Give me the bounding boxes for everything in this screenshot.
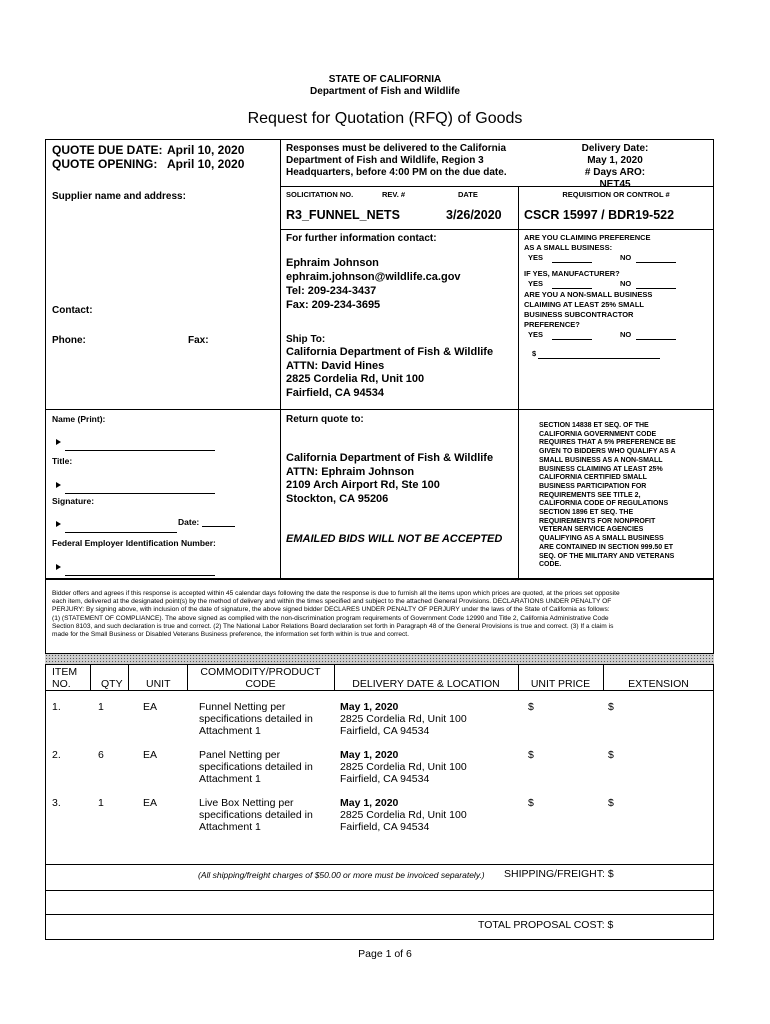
col-extension-header: EXTENSION xyxy=(628,678,689,690)
info-contact-tel: Tel: 209-234-3437 xyxy=(286,285,377,297)
legal-note-line: BUSINESS PARTICIPATION FOR xyxy=(539,482,647,490)
name-print-field[interactable] xyxy=(56,433,215,451)
requisition-no: CSCR 15997 / BDR19-522 xyxy=(524,208,675,222)
title-field[interactable] xyxy=(56,476,215,494)
col-unit-price-header: UNIT PRICE xyxy=(530,678,591,690)
phone-label: Phone: xyxy=(52,335,86,346)
solicitation-no-label: SOLICITATION NO. xyxy=(286,190,354,199)
manufacturer-no-field[interactable] xyxy=(636,279,676,289)
ship-to-address: California Department of Fish & Wildlife ATTN: David Hines 2825 Cordelia Rd, Unit 100 Fairfield, CA 94534 xyxy=(286,346,494,399)
quote-due-value: April 10, 2020 xyxy=(167,143,245,157)
page-number: Page 1 of 6 xyxy=(358,948,412,960)
small-business-yes-field[interactable] xyxy=(552,253,592,263)
page-title: Request for Quotation (RFQ) of Goods xyxy=(247,110,523,127)
row-delivery: May 1, 2020 2825 Cordelia Rd, Unit 100 Fairfield, CA 94534 xyxy=(340,701,467,737)
row-extension: $ xyxy=(608,797,614,809)
declaration-line: (1) (STATEMENT OF COMPLIANCE). The above signed as complied with the non-discrimination program requirements of Government Code 12990 and Title 2, California Administrative Code xyxy=(52,614,609,622)
arrow-right-icon xyxy=(56,482,61,488)
fax-label: Fax: xyxy=(188,335,209,346)
subcontractor-yes-field[interactable] xyxy=(552,330,592,340)
info-contact-name: Ephraim Johnson xyxy=(286,257,379,269)
info-contact-fax: Fax: 209-234-3695 xyxy=(286,299,381,311)
legal-note-line: SECTION 1896 ET SEQ. THE xyxy=(539,509,634,517)
row-extension: $ xyxy=(608,701,614,713)
legal-note-line: SECTION 14838 ET SEQ. OF THE xyxy=(539,422,649,429)
info-contact-email: ephraim.johnson@wildlife.ca.gov xyxy=(286,271,461,283)
manufacturer-yes-field[interactable] xyxy=(552,279,592,289)
shaded-divider xyxy=(45,654,714,664)
preference-block: ARE YOU CLAIMING PREFERENCE AS A SMALL BUSINESS: YES NO IF YES, MANUFACTURER? YES NO ARE YOU A NON-SMALL BUSINESS CLAIMING AT LEAST 25% SMALL BUSINESS SUBCONTRACTOR PREFERENCE? YES NO $ xyxy=(524,233,710,360)
small-business-no-field[interactable] xyxy=(636,253,676,263)
signature-date-label: Date: xyxy=(178,517,200,527)
shipping-freight-label: SHIPPING/FREIGHT: $ xyxy=(504,868,614,880)
quote-opening-value: April 10, 2020 xyxy=(167,157,245,171)
row-item-no: 3. xyxy=(52,797,61,809)
declaration-line: each item, delivered at the designated point(s) by the method of delivery and within the times specified and subject to the attached General Provisions. DECLARATIONS UNDER PENALTY OF xyxy=(52,598,612,606)
legal-note-line: VETERAN SERVICE AGENCIES xyxy=(539,526,644,534)
row-unit: EA xyxy=(143,797,158,809)
title-label: Title: xyxy=(52,456,73,466)
legal-note-line: CALIFORNIA GOVERNMENT CODE xyxy=(539,430,657,438)
supplier-label: Supplier name and address: xyxy=(52,191,186,202)
legal-note-line: REQUIRES THAT A 5% PREFERENCE BE xyxy=(539,439,676,447)
shipping-note: (All shipping/freight charges of $50.00 or more must be invoiced separately.) xyxy=(198,870,485,880)
delivery-info: Delivery Date: May 1, 2020 # Days ARO: NET45 xyxy=(581,143,649,190)
legal-note-line: GIVEN TO BIDDERS WHO QUALIFY AS A xyxy=(539,448,676,456)
legal-note-line: REQUIREMENTS SEE TITLE 2, xyxy=(539,491,641,499)
row-unit-price: $ xyxy=(528,701,534,713)
solicitation-no: R3_FUNNEL_NETS xyxy=(286,208,400,222)
row-qty: 1 xyxy=(98,701,104,713)
arrow-right-icon xyxy=(56,521,61,527)
subcontractor-no-field[interactable] xyxy=(636,330,676,340)
fein-field[interactable] xyxy=(56,558,215,576)
emailed-bids-notice: EMAILED BIDS WILL NOT BE ACCEPTED xyxy=(286,533,503,545)
bidder-declaration-text xyxy=(52,590,708,639)
preference-amount-field[interactable] xyxy=(538,349,660,359)
return-to-label: Return quote to: xyxy=(286,414,364,425)
row-qty: 6 xyxy=(98,749,104,761)
row-unit: EA xyxy=(143,749,158,761)
legal-note-line: BUSINESS CLAIMING AT LEAST 25% xyxy=(539,465,663,473)
signature-label: Signature: xyxy=(52,496,95,506)
row-unit-price: $ xyxy=(528,749,534,761)
responses-note: Responses must be delivered to the California Department of Fish and Wildlife, Region 3 Headquarters, before 4:00 PM on the due date. xyxy=(286,143,507,178)
legal-note-line: REQUIREMENTS FOR NONPROFIT xyxy=(539,517,656,525)
fein-label: Federal Employer Identification Number: xyxy=(52,538,216,548)
solicitation-date: 3/26/2020 xyxy=(446,208,502,222)
col-commodity-header: COMMODITY/PRODUCT CODE xyxy=(200,666,321,690)
preference-legal-note xyxy=(539,422,676,570)
legal-note-line: CALIFORNIA CERTIFIED SMALL xyxy=(539,474,647,482)
row-item-no: 1. xyxy=(52,701,61,713)
row-extension: $ xyxy=(608,749,614,761)
ship-to-label: Ship To: xyxy=(286,334,326,345)
info-contact-block xyxy=(286,256,461,312)
col-item-header: ITEM NO. xyxy=(52,666,78,690)
col-qty-header: QTY xyxy=(101,678,123,690)
row-description: Funnel Netting per specifications detailed in Attachment 1 xyxy=(199,701,313,737)
return-to-address: California Department of Fish & Wildlife ATTN: Ephraim Johnson 2109 Arch Airport Rd, Ste 100 Stockton, CA 95206 xyxy=(286,452,494,505)
signature-date-field[interactable] xyxy=(202,517,235,527)
name-print-label: Name (Print): xyxy=(52,414,106,424)
row-unit-price: $ xyxy=(528,797,534,809)
state-heading: STATE OF CALIFORNIA xyxy=(328,74,442,85)
rev-label: REV. # xyxy=(382,190,406,199)
quote-due-label: QUOTE DUE DATE: xyxy=(52,143,163,157)
signature-field[interactable] xyxy=(56,515,177,533)
contact-label: Contact: xyxy=(52,305,93,316)
arrow-right-icon xyxy=(56,564,61,570)
declaration-line: made for the Small Business or Disabled Veterans Business preference, the information set forth within is true and correct. xyxy=(52,631,409,639)
col-delivery-header: DELIVERY DATE & LOCATION xyxy=(352,678,500,690)
row-description: Live Box Netting per specifications detailed in Attachment 1 xyxy=(199,797,313,833)
info-contact-label: For further information contact: xyxy=(286,233,437,244)
row-qty: 1 xyxy=(98,797,104,809)
col-unit-header: UNIT xyxy=(146,678,171,690)
legal-note-line: CODE. xyxy=(539,561,562,569)
legal-note-line: CALIFORNIA CODE OF REGULATIONS xyxy=(539,500,669,508)
row-description: Panel Netting per specifications detailed in Attachment 1 xyxy=(199,749,313,785)
row-delivery: May 1, 2020 2825 Cordelia Rd, Unit 100 Fairfield, CA 94534 xyxy=(340,749,467,785)
row-unit: EA xyxy=(143,701,158,713)
declaration-line: Section 8103, and such declaration is true and correct. (2) The National Labor Relations Board declaration set forth in Paragraph 48 of the General Provisions is true and correct. (3) If a claim is xyxy=(52,622,614,630)
total-proposal-cost-label: TOTAL PROPOSAL COST: $ xyxy=(478,919,614,931)
row-item-no: 2. xyxy=(52,749,61,761)
row-delivery: May 1, 2020 2825 Cordelia Rd, Unit 100 Fairfield, CA 94534 xyxy=(340,797,467,833)
legal-note-line: ARE CONTAINED IN SECTION 999.50 ET xyxy=(539,543,674,551)
legal-note-line: QUALIFYING AS A SMALL BUSINESS xyxy=(539,535,664,543)
requisition-label: REQUISITION OR CONTROL # xyxy=(562,190,670,199)
quote-opening-label: QUOTE OPENING: xyxy=(52,157,158,171)
declaration-line: Bidder offers and agrees if this response is accepted within 45 calendar days following the date the response is due to furnish all the items upon which prices are quoted, at the prices set opposite xyxy=(52,590,620,597)
arrow-right-icon xyxy=(56,439,61,445)
legal-note-line: SEQ. OF THE MILITARY AND VETERANS xyxy=(539,552,675,560)
declaration-line: PERJURY: By signing above, with inclusion of the date of signature, the above signed bidder DECLARES UNDER PENALTY OF PERJURY under the laws of the State of California as follows: xyxy=(52,606,610,614)
date-label: DATE xyxy=(458,190,478,199)
department-heading: Department of Fish and Wildlife xyxy=(310,86,460,97)
legal-note-line: SMALL BUSINESS AS A NON-SMALL xyxy=(539,456,663,464)
